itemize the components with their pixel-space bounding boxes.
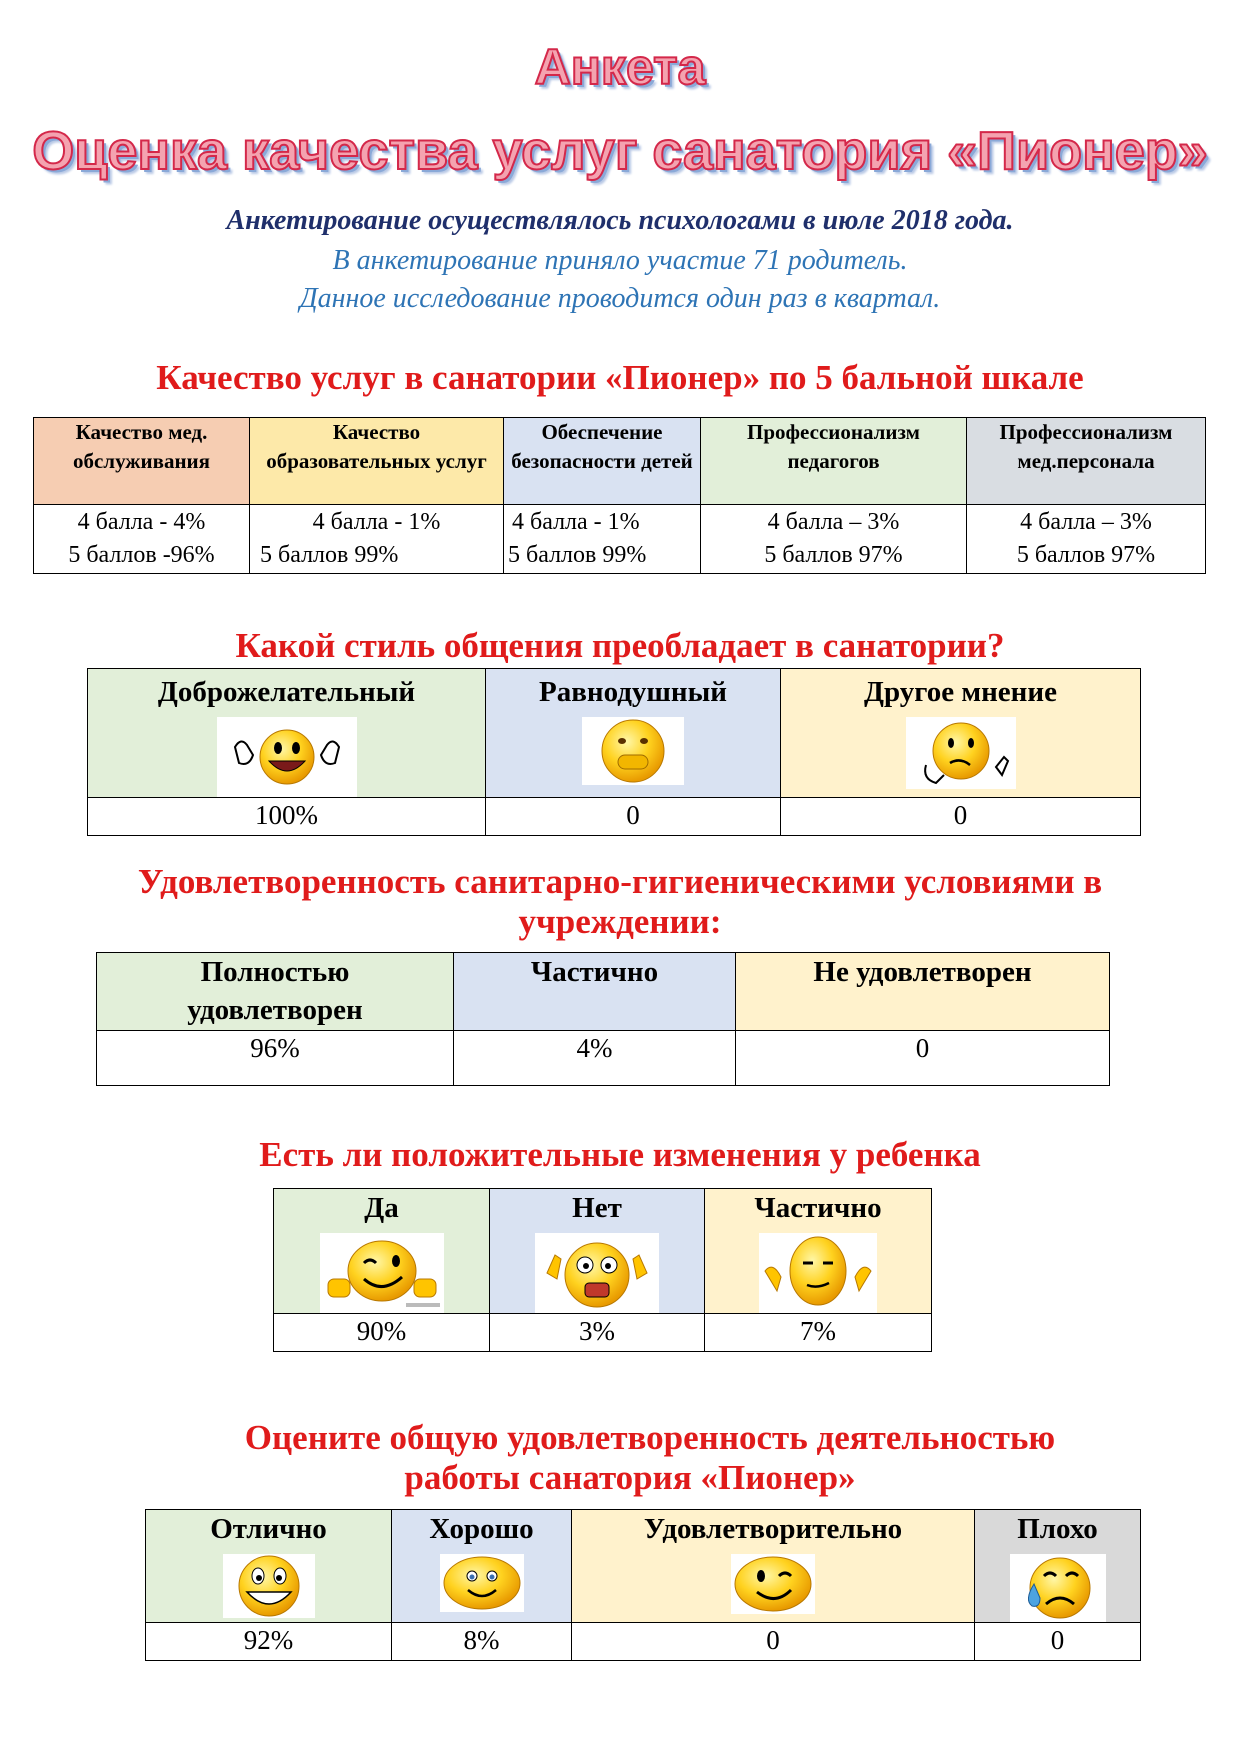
document-subtitle: Оценка качества услуг санатория «Пионер» xyxy=(32,121,1208,181)
grinning-smiley-icon xyxy=(223,1554,315,1618)
value-friendly: 100% xyxy=(88,798,486,836)
option-yes: Да xyxy=(274,1189,490,1314)
value-fully: 96% xyxy=(97,1031,454,1086)
value-partially: 4% xyxy=(454,1031,736,1086)
option-no: Нет xyxy=(490,1189,705,1314)
winking-thumbs-up-smiley-icon xyxy=(320,1233,444,1313)
table-row xyxy=(146,1623,1141,1661)
header-medical-care: Качество мед. обслуживания xyxy=(34,418,250,505)
communication-style-table xyxy=(87,668,1141,836)
section1-heading: Качество услуг в санатории «Пионер» по 5 бальной шкале xyxy=(156,358,1084,397)
waving-smiley-icon xyxy=(217,717,357,797)
value-yes: 90% xyxy=(274,1314,490,1352)
value-indifferent: 0 xyxy=(486,798,781,836)
intro-line-1: Анкетирование осуществлялось психологами в июле 2018 года. xyxy=(226,205,1014,236)
sanitary-satisfaction-table xyxy=(96,952,1110,1086)
value-not-satisfied: 0 xyxy=(736,1031,1110,1086)
option-good: Хорошо xyxy=(392,1510,572,1623)
header-safety: Обеспечение безопасности детей xyxy=(504,418,701,505)
score-cell: 4 балла - 4% 5 баллов -96% xyxy=(34,505,250,574)
section4-heading: Есть ли положительные изменения у ребенка xyxy=(259,1135,981,1174)
smiling-smiley-icon xyxy=(440,1554,524,1612)
winking-smiley-icon xyxy=(731,1554,815,1614)
option-other: Другое мнение xyxy=(781,669,1141,798)
table-header-row xyxy=(34,418,1206,505)
section2-heading: Какой стиль общения преобладает в санатории? xyxy=(235,626,1005,665)
value-other: 0 xyxy=(781,798,1141,836)
overall-satisfaction-table xyxy=(145,1509,1141,1661)
section5-heading-line1: Оцените общую удовлетворенность деятельностью xyxy=(244,1418,1056,1457)
option-fully: Полностью удовлетворен xyxy=(97,953,454,1031)
score-cell: 4 балла – 3% 5 баллов 97% xyxy=(967,505,1206,574)
crying-smiley-icon xyxy=(1010,1554,1106,1622)
option-excellent: Отлично xyxy=(146,1510,392,1623)
score-cell: 4 балла – 3% 5 баллов 97% xyxy=(701,505,967,574)
section3-heading-line1: Удовлетворенность санитарно-гигиеническими условиями в xyxy=(137,862,1103,901)
option-friendly: Доброжелательный xyxy=(88,669,486,798)
value-excellent: 92% xyxy=(146,1623,392,1661)
value-satisfactory: 0 xyxy=(572,1623,975,1661)
option-partially: Частично xyxy=(454,953,736,1031)
section3-heading-line2: учреждении: xyxy=(518,902,722,941)
indifferent-smiley-icon xyxy=(582,717,684,785)
table-row xyxy=(274,1314,932,1352)
shocked-smiley-icon xyxy=(535,1233,659,1313)
header-education: Качество образовательных услуг xyxy=(250,418,504,505)
score-cell: 4 балла - 1% 5 баллов 99% xyxy=(504,505,701,574)
value-no: 3% xyxy=(490,1314,705,1352)
option-indifferent: Равнодушный xyxy=(486,669,781,798)
value-good: 8% xyxy=(392,1623,572,1661)
document-title: Анкета xyxy=(534,39,706,95)
table-row xyxy=(97,1031,1110,1086)
header-medical-staff: Профессионализм мед.персонала xyxy=(967,418,1206,505)
intro-line-2: В анкетирование приняло участие 71 родитель. xyxy=(332,245,908,276)
service-quality-table xyxy=(33,417,1206,574)
option-not-satisfied: Не удовлетворен xyxy=(736,953,1110,1031)
table-row xyxy=(34,505,1206,574)
thinking-smiley-icon xyxy=(906,717,1016,789)
option-bad: Плохо xyxy=(975,1510,1141,1623)
table-row xyxy=(88,798,1141,836)
option-satisfactory: Удовлетворительно xyxy=(572,1510,975,1623)
shrugging-smiley-icon xyxy=(759,1233,877,1313)
option-partially-changes: Частично xyxy=(705,1189,932,1314)
score-cell: 4 балла - 1% 5 баллов 99% xyxy=(250,505,504,574)
value-bad: 0 xyxy=(975,1623,1141,1661)
value-partially-changes: 7% xyxy=(705,1314,932,1352)
header-teachers: Профессионализм педагогов xyxy=(701,418,967,505)
child-changes-table xyxy=(273,1188,932,1352)
intro-line-3: Данное исследование проводится один раз в квартал. xyxy=(299,283,941,314)
section5-heading-line2: работы санатория «Пионер» xyxy=(404,1458,856,1497)
